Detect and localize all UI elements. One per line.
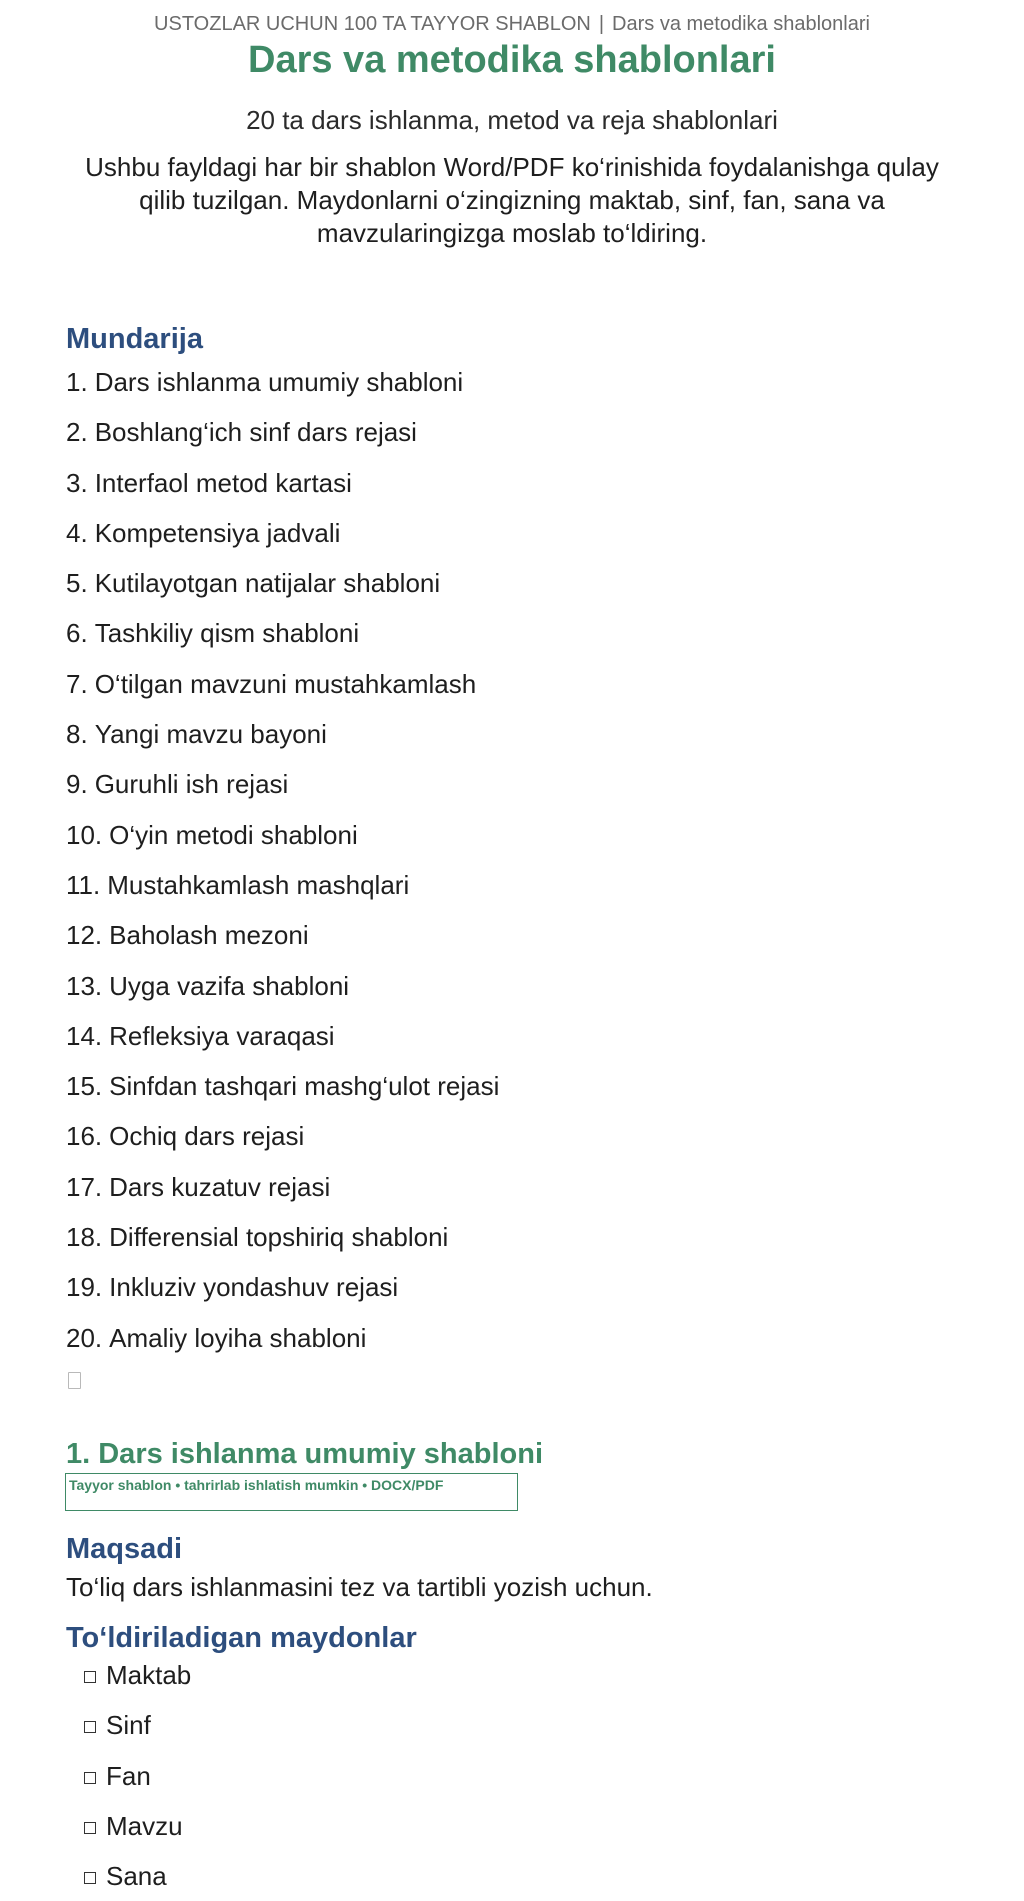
toc-item-label: Yangi mavzu bayoni <box>94 719 327 750</box>
checkbox-icon <box>84 1671 96 1683</box>
toc-item <box>66 608 499 658</box>
running-header-separator: | <box>598 13 605 35</box>
toc-item-label: Amaliy loyiha shabloni <box>109 1322 367 1353</box>
template-title: 1. Dars ishlanma umumiy shabloni <box>66 1438 544 1470</box>
toc-item <box>66 659 499 709</box>
toc-item-number: 19. <box>66 1272 103 1303</box>
document-intro: Ushbu fayldagi har bir shablon Word/PDF ko‘rinishida foydalanishga qulay qilib tuzilgan. Maydonlarni o‘zingizning maktab, sinf, fan, sana va mavzularingizga moslab to‘ldiring. <box>85 152 939 248</box>
toc-item-label: O‘tilgan mavzuni mustahkamlash <box>94 668 477 699</box>
toc-item-label: Dars ishlanma umumiy shabloni <box>94 367 464 397</box>
toc-item-number: 2. <box>66 417 88 448</box>
toc-item-label: Kompetensiya jadvali <box>94 517 341 548</box>
field-label: Sinf <box>106 1710 151 1741</box>
toc-item <box>66 1061 499 1111</box>
checkbox-icon <box>84 1721 96 1733</box>
toc-item-number: 4. <box>66 517 88 548</box>
toc-item-label: Boshlang‘ich sinf dars rejasi <box>94 417 417 448</box>
toc-item-label: Uyga vazifa shabloni <box>109 970 350 1001</box>
document-subtitle: 20 ta dars ishlanma, metod va reja shablonlari <box>246 105 778 135</box>
toc-item <box>66 860 499 910</box>
toc-item <box>66 357 499 407</box>
checkbox-icon <box>84 1772 96 1784</box>
toc-item-number: 12. <box>66 920 103 951</box>
field-list <box>84 1650 191 1901</box>
toc-item-number: 15. <box>66 1071 103 1102</box>
toc-heading: Mundarija <box>66 323 203 355</box>
toc-item-label: Tashkiliy qism shabloni <box>94 618 360 649</box>
toc-item-number: 5. <box>66 568 88 599</box>
toc-item <box>66 1262 499 1312</box>
toc-item <box>66 1212 499 1262</box>
toc-item-label: Dars kuzatuv rejasi <box>109 1171 331 1202</box>
toc-item-number: 13. <box>66 970 103 1001</box>
toc-item-number: 6. <box>66 618 88 649</box>
toc-item <box>66 709 499 759</box>
fields-heading: To‘ldiriladigan maydonlar <box>66 1622 417 1654</box>
toc-item <box>66 1111 499 1161</box>
field-item <box>84 1801 191 1851</box>
toc-item-label: Mustahkamlash mashqlari <box>107 869 410 900</box>
running-header-collection: USTOZLAR UCHUN 100 TA TAYYOR SHABLON <box>154 13 591 35</box>
field-item <box>84 1851 191 1901</box>
toc-item <box>66 810 499 860</box>
toc-item <box>66 558 499 608</box>
toc-item <box>66 1011 499 1061</box>
toc-item-number: 11. <box>66 869 101 900</box>
toc-item-number: 14. <box>66 1020 103 1051</box>
toc-item-number: 8. <box>66 719 88 750</box>
checkbox-icon <box>84 1822 96 1834</box>
toc-item <box>66 407 499 457</box>
toc-item <box>66 961 499 1011</box>
field-label: Fan <box>106 1760 151 1791</box>
running-header-section: Dars va metodika shablonlari <box>612 13 870 35</box>
field-label: Sana <box>106 1861 167 1892</box>
toc-item-label: Kutilayotgan natijalar shabloni <box>94 568 441 599</box>
document-title: Dars va metodika shablonlari <box>248 39 776 81</box>
toc-item-label: Interfaol metod kartasi <box>94 467 352 498</box>
toc-item-number: 18. <box>66 1222 103 1253</box>
field-item <box>84 1751 191 1801</box>
toc-item-number: 16. <box>66 1121 103 1152</box>
toc-item-number: 17. <box>66 1171 103 1202</box>
field-item <box>84 1650 191 1700</box>
toc-item <box>66 508 499 558</box>
toc-item-label: Differensial topshiriq shabloni <box>109 1222 449 1253</box>
missing-glyph-icon <box>68 1372 81 1389</box>
field-label: Maktab <box>106 1660 192 1690</box>
toc-item-number: 1. <box>66 367 88 397</box>
table-of-contents <box>66 357 499 1363</box>
toc-item <box>66 759 499 809</box>
running-header <box>0 12 1024 36</box>
toc-item-number: 10. <box>66 819 103 850</box>
toc-item-label: O‘yin metodi shabloni <box>109 819 358 850</box>
toc-item <box>66 458 499 508</box>
toc-item <box>66 1162 499 1212</box>
purpose-heading: Maqsadi <box>66 1533 183 1565</box>
toc-item-label: Ochiq dars rejasi <box>109 1121 305 1152</box>
toc-item-label: Sinfdan tashqari mashg‘ulot rejasi <box>109 1071 500 1102</box>
toc-item-number: 20. <box>66 1322 103 1353</box>
field-label: Mavzu <box>106 1810 183 1841</box>
toc-item-label: Refleksiya varaqasi <box>109 1020 335 1051</box>
toc-item-label: Guruhli ish rejasi <box>94 769 289 800</box>
toc-item-number: 7. <box>66 668 88 699</box>
toc-item <box>66 1313 499 1363</box>
template-badge: Tayyor shablon • tahrirlab ishlatish mumkin • DOCX/PDF <box>65 1473 518 1511</box>
toc-item-label: Inkluziv yondashuv rejasi <box>109 1272 399 1303</box>
field-item <box>84 1700 191 1750</box>
toc-item <box>66 910 499 960</box>
toc-item-number: 3. <box>66 467 88 498</box>
toc-item-number: 9. <box>66 769 88 800</box>
toc-item-label: Baholash mezoni <box>109 920 309 951</box>
purpose-text: To‘liq dars ishlanmasini tez va tartibli yozish uchun. <box>66 1572 653 1602</box>
